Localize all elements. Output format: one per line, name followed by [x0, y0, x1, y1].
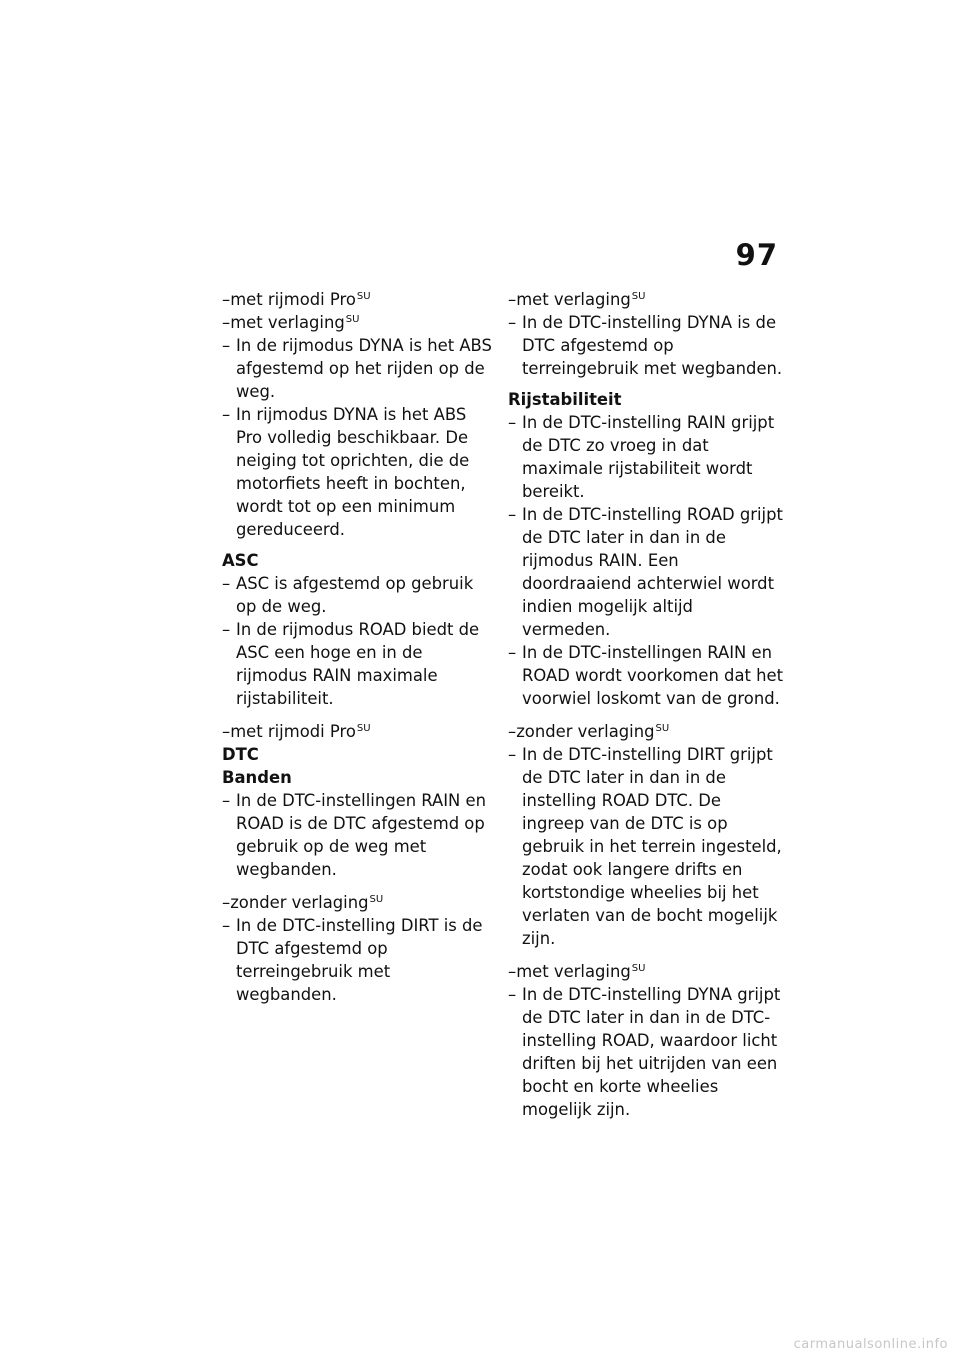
list-item-text: In de DTC-instelling ROAD grijpt de DTC later in dan in de rijmodus RAIN. Een doordraaiend achterwiel wordt indien mogelijk altijd vermeden.	[522, 505, 783, 639]
bullet-dash: –	[508, 643, 517, 662]
bullet-dash: –	[508, 413, 517, 432]
section-heading: ASC	[222, 551, 259, 570]
section-heading: DTC	[222, 745, 259, 764]
option-superscript: SU	[631, 962, 646, 974]
right-column	[508, 288, 784, 1121]
list-item-text: In de DTC-instelling DYNA is de DTC afgestemd op terreingebruik met wegbanden.	[522, 313, 783, 378]
list-item-text: In de rijmodus DYNA is het ABS afgestemd op het rijden op de weg.	[236, 336, 492, 401]
page-number: 97	[735, 238, 778, 272]
list-item-text: In de DTC-instelling DIRT is de DTC afgestemd op terreingebruik met wegbanden.	[236, 916, 483, 1004]
bullet-dash: –	[222, 574, 231, 593]
list-item-text: In de DTC-instelling DYNA grijpt de DTC later in dan in de DTC-instelling ROAD, waardoor licht driften bij het uitrijden van een bocht en korte wheelies mogelijk zijn.	[522, 985, 781, 1119]
bullet-dash: –	[222, 791, 231, 810]
section-heading: Rijstabiliteit	[508, 390, 622, 409]
list-item	[222, 334, 494, 403]
condition-note-text: –met rijmodi Pro	[222, 722, 356, 741]
list-item-text: ASC is afgestemd op gebruik op de weg.	[236, 574, 474, 616]
list-item	[222, 572, 494, 618]
bullet-dash: –	[508, 985, 517, 1004]
condition-note-text: –zonder verlaging	[508, 722, 655, 741]
watermark-footer: carmanualsonline.info	[793, 1337, 948, 1352]
option-superscript: SU	[631, 290, 646, 302]
condition-note-text: –met verlaging	[222, 313, 345, 332]
left-column	[222, 288, 494, 1006]
list-item	[508, 641, 784, 710]
condition-note	[508, 960, 784, 983]
condition-note-text: –met rijmodi Pro	[222, 290, 356, 309]
condition-note-text: –zonder verlaging	[222, 893, 369, 912]
bullet-dash: –	[222, 405, 231, 424]
condition-note	[222, 891, 494, 914]
list-item-text: In de DTC-instellingen RAIN en ROAD wordt voorkomen dat het voorwiel loskomt van de grond.	[522, 643, 784, 708]
bullet-dash: –	[222, 620, 231, 639]
list-item-text: In rijmodus DYNA is het ABS Pro volledig beschikbaar. De neiging tot oprichten, die de motorfiets heeft in bochten, wordt tot op een minimum gereduceerd.	[236, 405, 470, 539]
list-item	[508, 503, 784, 641]
condition-note	[508, 720, 784, 743]
option-superscript: SU	[345, 313, 360, 325]
option-superscript: SU	[369, 893, 384, 905]
list-item	[222, 618, 494, 710]
bullet-dash: –	[508, 313, 517, 332]
list-item	[508, 411, 784, 503]
option-superscript: SU	[655, 722, 670, 734]
condition-note	[222, 288, 494, 311]
bullet-dash: –	[508, 505, 517, 524]
list-item	[508, 311, 784, 380]
bullet-dash: –	[508, 745, 517, 764]
option-superscript: SU	[356, 722, 371, 734]
condition-note	[508, 288, 784, 311]
list-item	[222, 789, 494, 881]
bullet-dash: –	[222, 916, 231, 935]
list-item	[222, 914, 494, 1006]
list-item-text: In de DTC-instellingen RAIN en ROAD is de DTC afgestemd op gebruik op de weg met wegbanden.	[236, 791, 487, 879]
list-item	[222, 403, 494, 541]
list-item	[508, 983, 784, 1121]
list-item-text: In de DTC-instelling RAIN grijpt de DTC zo vroeg in dat maximale rijstabiliteit wordt bereikt.	[522, 413, 775, 501]
bullet-dash: –	[222, 336, 231, 355]
section-heading: Banden	[222, 768, 292, 787]
condition-note	[222, 311, 494, 334]
list-item	[508, 743, 784, 950]
condition-note-text: –met verlaging	[508, 962, 631, 981]
list-item-text: In de rijmodus ROAD biedt de ASC een hoge en in de rijmodus RAIN maximale rijstabiliteit.	[236, 620, 480, 708]
condition-note	[222, 720, 494, 743]
condition-note-text: –met verlaging	[508, 290, 631, 309]
option-superscript: SU	[356, 290, 371, 302]
list-item-text: In de DTC-instelling DIRT grijpt de DTC later in dan in de instelling ROAD DTC. De ingreep van de DTC is op gebruik in het terrein ingesteld, zodat ook langere drifts en kortstondige wheelies bij het verlaten van de bocht mogelijk zijn.	[522, 745, 782, 948]
